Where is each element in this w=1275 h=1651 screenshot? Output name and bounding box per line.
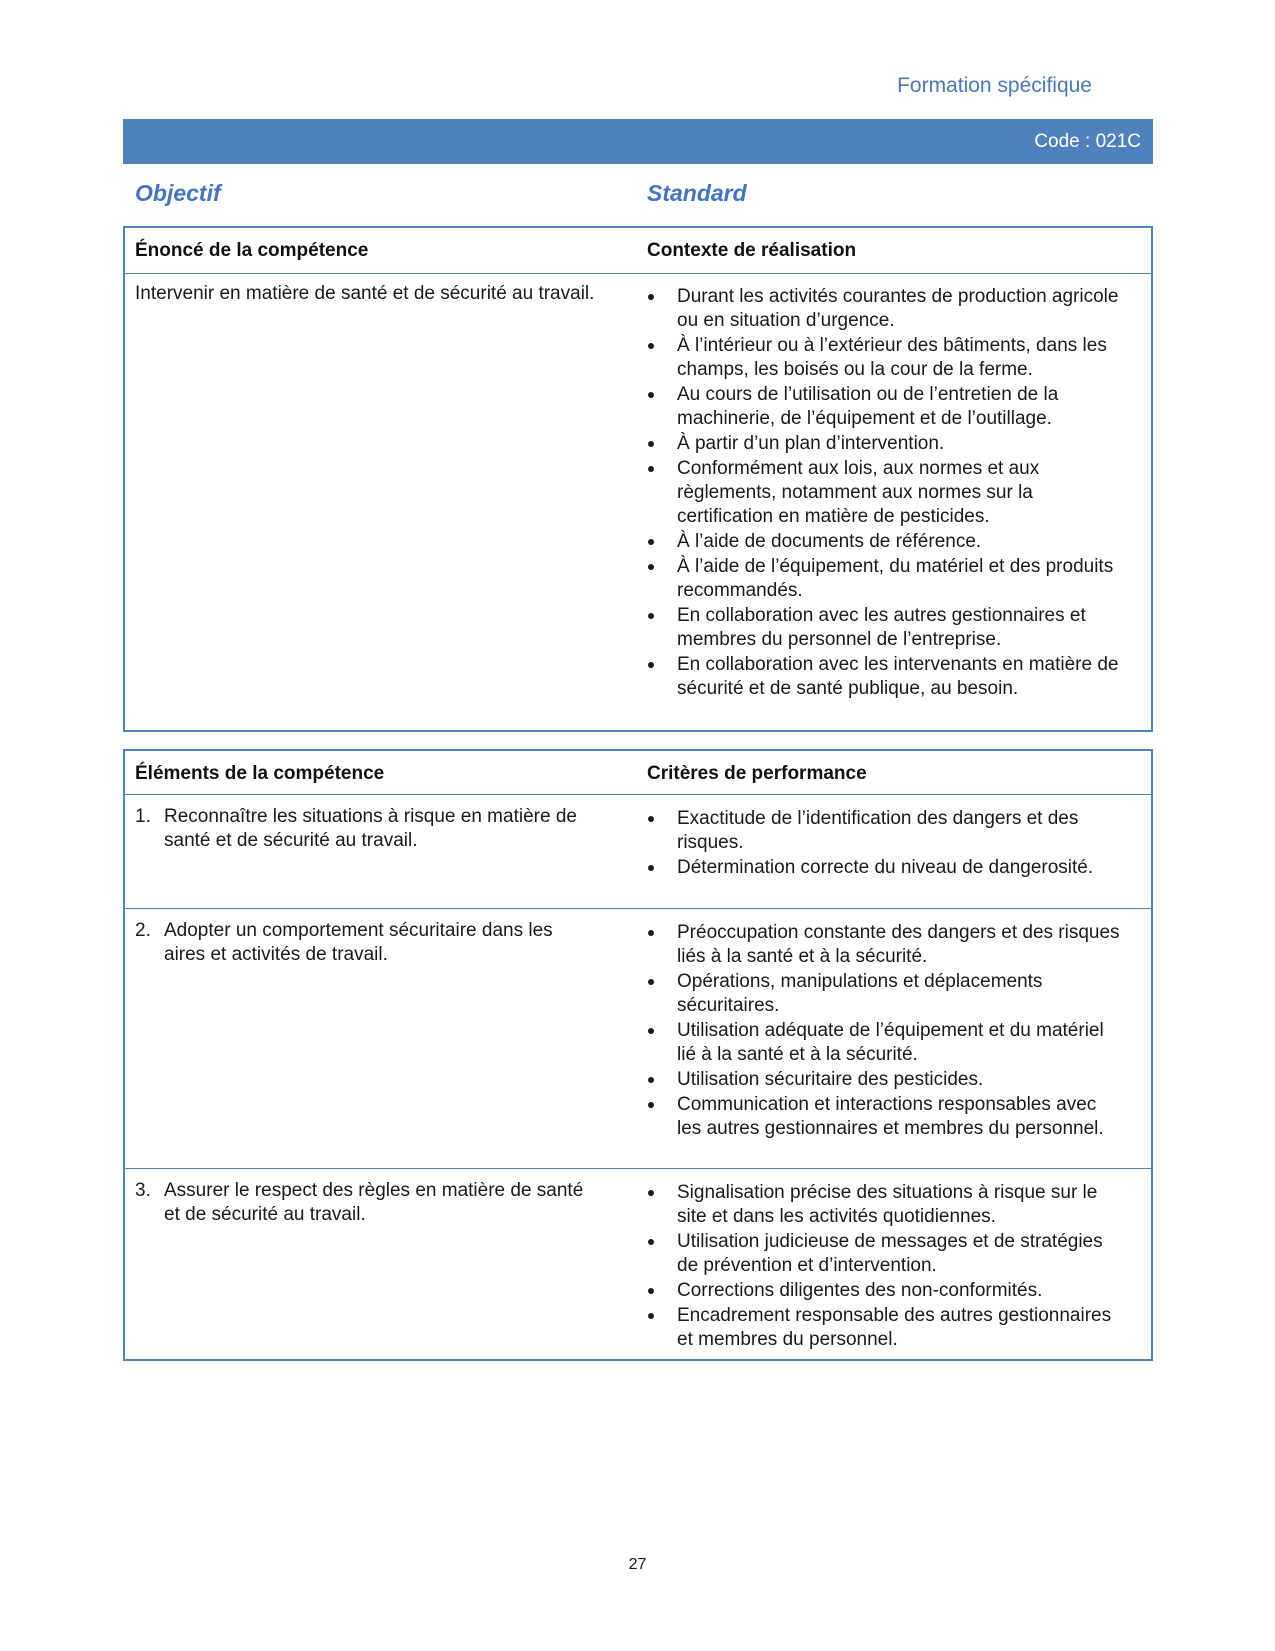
criteria-cell-1 (647, 807, 1122, 881)
element-row-1 (135, 805, 595, 853)
statement-table-header (125, 228, 1151, 274)
context-item: À l’intérieur ou à l’extérieur des bâtiments, dans les champs, les boisés ou la cour de la ferme. (647, 334, 1122, 382)
criterion-item: Utilisation sécuritaire des pesticides. (647, 1068, 1122, 1092)
row-separator (125, 1168, 1151, 1169)
element-number: 2. (135, 920, 151, 941)
col-header-criteria: Critères de performance (647, 763, 867, 784)
context-item: Conformément aux lois, aux normes et aux règlements, notamment aux normes sur la certification en matière de pesticides. (647, 457, 1122, 529)
col-header-elements: Éléments de la compétence (135, 763, 385, 784)
elements-table-header (125, 751, 1151, 795)
element-text: Reconnaître les situations à risque en matière de santé et de sécurité au travail. (164, 806, 577, 851)
section-heading-objectif: Objectif (135, 180, 221, 206)
elements-table (123, 749, 1153, 1361)
context-item: À l’aide de documents de référence. (647, 530, 1122, 554)
criterion-item: Signalisation précise des situations à risque sur le site et dans les activités quotidiennes. (647, 1181, 1122, 1229)
context-item: À l’aide de l’équipement, du matériel et des produits recommandés. (647, 555, 1122, 603)
criterion-item: Utilisation adéquate de l’équipement et du matériel lié à la santé et à la sécurité. (647, 1019, 1122, 1067)
running-header: Formation spécifique (897, 74, 1092, 97)
context-list (647, 285, 1122, 701)
col-header-context: Contexte de réalisation (647, 240, 857, 261)
criteria-list-1 (647, 807, 1122, 880)
context-list-container (647, 285, 1122, 702)
criterion-item: Communication et interactions responsables avec les autres gestionnaires et membres du personnel. (647, 1093, 1122, 1141)
criteria-cell-3 (647, 1181, 1122, 1353)
section-heading-standard: Standard (647, 180, 747, 206)
page-number: 27 (628, 1556, 647, 1573)
criterion-item: Encadrement responsable des autres gestionnaires et membres du personnel. (647, 1304, 1122, 1352)
criteria-list-3 (647, 1181, 1122, 1352)
statement-table (123, 226, 1153, 732)
criterion-item: Détermination correcte du niveau de dangerosité. (647, 856, 1122, 880)
criterion-item: Exactitude de l’identification des dangers et des risques. (647, 807, 1122, 855)
context-item: En collaboration avec les autres gestionnaires et membres du personnel de l’entreprise. (647, 604, 1122, 652)
context-item: À partir d’un plan d’intervention. (647, 432, 1122, 456)
row-separator (125, 908, 1151, 909)
element-text: Adopter un comportement sécuritaire dans les aires et activités de travail. (164, 920, 553, 965)
criterion-item: Corrections diligentes des non-conformités. (647, 1279, 1122, 1303)
criteria-cell-2 (647, 921, 1122, 1142)
context-item: En collaboration avec les intervenants en matière de sécurité et de santé publique, au besoin. (647, 653, 1122, 701)
competency-code: Code : 021C (1034, 131, 1141, 152)
element-row-3 (135, 1179, 595, 1227)
code-banner (123, 119, 1153, 164)
element-number: 1. (135, 806, 151, 827)
element-text: Assurer le respect des règles en matière de santé et de sécurité au travail. (164, 1180, 584, 1225)
criterion-item: Préoccupation constante des dangers et des risques liés à la santé et à la sécurité. (647, 921, 1122, 969)
competency-statement: Intervenir en matière de santé et de sécurité au travail. (135, 283, 595, 304)
criterion-item: Opérations, manipulations et déplacements sécuritaires. (647, 970, 1122, 1018)
criteria-list-2 (647, 921, 1122, 1141)
col-header-statement: Énoncé de la compétence (135, 240, 369, 261)
element-number: 3. (135, 1180, 151, 1201)
context-item: Au cours de l’utilisation ou de l’entretien de la machinerie, de l’équipement et de l’outillage. (647, 383, 1122, 431)
context-item: Durant les activités courantes de production agricole ou en situation d’urgence. (647, 285, 1122, 333)
criterion-item: Utilisation judicieuse de messages et de stratégies de prévention et d’intervention. (647, 1230, 1122, 1278)
element-row-2 (135, 919, 595, 967)
